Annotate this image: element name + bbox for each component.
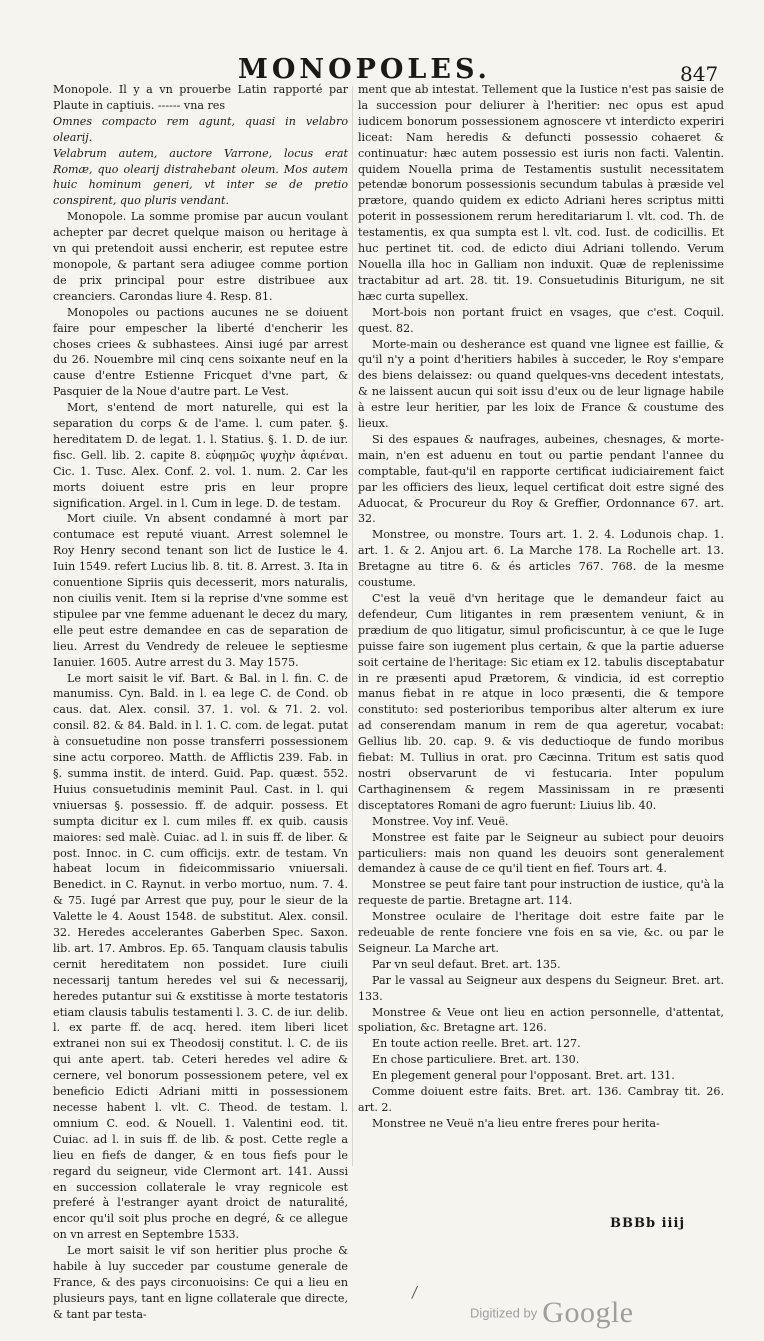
paragraph: Monstree se peut faire tant pour instruction de iustice, qu'à la requeste de partie. Bretagne art. 114. (358, 878, 724, 908)
running-title: MONOPOLES. (238, 54, 491, 85)
paragraph: Le mort saisit le vif son heritier plus proche & habile à luy succeder par coustume generale de France, & des pays circonuoisins: Ce qui a lieu en plusieurs pays, tant en ligne collaterale que directe, & tant par testa- (53, 1244, 348, 1321)
right-column (358, 82, 724, 1222)
paragraph: Mort ciuile. Vn absent condamné à mort par contumace est reputé viuant. Arrest solemnel le Roy Henry second tenant son lict de Iustice le 4. Iuin 1549. refert Lucius lib. 8. tit. 8. Arrest. 3. Ita in conuentione Sipriis quis decesserit, mors naturalis, non ciuilis venit. Item si la reprise d'vne somme est stipulee par vne femme aduenant le decez du mary, elle peut estre demandee en cas de separation de lieu. Arrest du Vendredy de releuee le septiesme Ianuier. 1605. Autre arrest du 3. May 1575. (53, 512, 348, 669)
paragraph: Par vn seul defaut. Bret. art. 135. (372, 957, 561, 971)
paragraph: Le mort saisit le vif. Bart. & Bal. in l. fin. C. de manumiss. Cyn. Bald. in l. ea lege C. de Cond. ob caus. dat. Alex. consil. 37. 1. vol. & 71. 2. vol. consil. 82. & 84. Bald. in l. 1. C. com. de legat. putat à consuetudine non posse transferri possessionem sine actu corporeo. Matth. de Afflictis 239. Fab. in §. summa instit. de interd. Guid. Pap. quæst. 552. Huius consuetudinis meminit Paul. Cast. in l. qui vniuersas §. possessio. ff. de adquir. possess. Et sumpta dicitur ex l. cum miles ff. ex quib. causis maiores: sed malè. Cuiac. ad l. in suis ff. de liber. & post. Innoc. in C. cum officijs. extr. de testam. Vn habeat locum in fideicommissario vniuersali. Benedict. in C. Raynut. in verbo mortuo, num. 7. 4. & 75. Iugé par Arrest que puy, pour le sieur de la Valette le 4. Aoust 1548. de substitut. Alex. consil. 32. Heredes accelerantes Gaberben Spec. Saxon. lib. art. 17. Ambros. Ep. 65. Tanquam clausis tabulis cernit hereditatem non possidet. Iure ciuili necessarij tantum heredes vel sui & necessarij, heredes putantur sui & exstitisse à morte testatoris etiam clausis tabulis testamenti l. 3. C. de iur. delib. l. ex parte ff. de acq. hered. item liberi licet extranei non sui ex Theodosij constitut. l. C. de iis qui ante apert. tab. Ceteri heredes vel adire & cernere, vel bonorum possessionem petere, vel ex beneficio Edicti Adriani mitti in possessionem necesse habent l. vlt. C. Theod. de testam. l. omnium C. eod. & Nouell. 1. Valentini eod. tit. Cuiac. ad l. in suis ff. de lib. & post. Cette regle a lieu en fiefs de danger, & en tous fiefs pour le regard du seigneur, vide Clermont art. 141. Aussi en succession collaterale le vray regnicole est preferé à l'estranger ayant droict de naturalité, encor qu'il soit plus proche en degré, & ce allegue on vn arrest en Septembre 1533. (53, 671, 348, 1242)
paragraph: Mort-bois non portant fruict en vsages, que c'est. Coquil. quest. 82. (358, 305, 724, 335)
paragraph: En plegement general pour l'opposant. Bret. art. 131. (372, 1069, 675, 1083)
ink-mark (411, 1286, 421, 1300)
paragraph: C'est la veuë d'vn heritage que le demandeur faict au defendeur, Cum litigantes in rem præsentem veniunt, & in prædium de quo litigatur, simul proficiscuntur, à ce que le Iuge puisse faire son iugement plus certain, & que la partie aduerse soit certaine de l'heritage: Sic etiam ex 12. tabulis disceptabatur in re præsenti apud Prætorem, & vindicia, id est correptio manus fiebat in re atque in loco præsenti, die & tempore constituto: sed posterioribus temporibus alter alterum ex iure ad conserendam manum in rem de qua ageretur, vocabat: Gellius lib. 20. cap. 9. & vis deductioque de fundo moribus fiebat: M. Tullius in orat. pro Cæcinna. Tritum est satis quod nostri observarunt de vi festucaria. Inter populum Carthaginensem & regem Massinissam in re præsenti disceptatores Romani de agro fuerunt: Liuius lib. 40. (358, 592, 724, 812)
paragraph: Morte-main ou desherance est quand vne lignee est faillie, & qu'il n'y a point d'heritiers habiles à succeder, le Roy s'empare des biens delaissez: ou quand quelques-vns decedent intestats, & ne laissent aucun qui soit issu d'eux ou de leur lignage habile à estre leur heritier, par les loix de France & coustume des lieux. (358, 337, 724, 431)
paragraph: Omnes compacto rem agunt, quasi in velabro olearij. (53, 114, 348, 144)
paragraph: En chose particuliere. Bret. art. 130. (372, 1053, 580, 1067)
paragraph: Velabrum autem, auctore Varrone, locus erat Romæ, quo olearij distrahebant oleum. Mos autem huic hominum generi, vt inter se de pretio conspirent, quo pluris vendant. (53, 146, 348, 208)
paragraph: Par le vassal au Seigneur aux despens du Seigneur. Bret. art. 133. (358, 973, 724, 1003)
paragraph: Comme doiuent estre faits. Bret. art. 136. Cambray tit. 26. art. 2. (358, 1085, 724, 1114)
paragraph: Monstree est faite par le Seigneur au subiect pour deuoirs particuliers: mais non quand les deuoirs sont generalement demandez à cause de ce qu'il tient en fief. Tours art. 4. (358, 830, 724, 876)
paragraph: Si des espaues & naufrages, aubeines, chesnages, & morte-main, n'en est aduenu en tout ou partie pendant l'annee du comptable, faut-qu'il en rapporte certificat iudiciairement faict par les officiers des lieux, lequel certificat doit estre signé des Aduocat, & Procureur du Roy & Greffier, Ordonnance 67. art. 32. (358, 432, 724, 526)
paragraph: Monstree & Veue ont lieu en action personnelle, d'attentat, spoliation, &c. Bretagne art. 126. (358, 1005, 724, 1035)
digitization-watermark (470, 1296, 634, 1336)
paragraph: Monstree ne Veuë n'a lieu entre freres pour herita- (372, 1116, 660, 1130)
left-column (53, 82, 348, 1321)
google-logo: Google (542, 1296, 634, 1329)
watermark-prefix: Digitized by (470, 1305, 538, 1321)
paragraph: Monopole. Il y a vn prouerbe Latin rapporté par Plaute in captiuis. ------ vna res (53, 83, 348, 112)
paragraph: Monopoles ou pactions aucunes ne se doiuent faire pour empescher la liberté d'encherir les choses criees & subhastees. Ainsi iugé par arrest du 26. Nouembre mil cinq cens soixante neuf en la cause d'entre Estienne Fricquet d'vne part, & Pasquier de la Noue d'autre part. Le Vest. (53, 305, 348, 399)
paragraph: Mort, s'entend de mort naturelle, qui est la separation du corps & de l'ame. l. cum pater. §. hereditatem D. de legat. 1. l. Statius. §. 1. D. de iur. fisc. Gell. lib. 2. capite 8. εὐφημῶς ψυχὴν ἀφιέναι. Cic. 1. Tusc. Alex. Conf. 2. vol. 1. num. 2. Car les morts doiuent estre pris en leur propre signification. Argel. in l. Cum in lege. D. de testam. (53, 401, 348, 510)
page-number: 847 (680, 62, 719, 86)
paragraph: Monstree. Voy inf. Veuë. (372, 814, 509, 828)
paragraph: ment que ab intestat. Tellement que la Iustice n'est pas saisie de la succession pour deliurer à l'heritier: nec opus est apud iudicem bonorum possessionem agnoscere vt interdicto experiri liceat: Nam heredis & defuncti possessio cohaeret & continuatur: hæc autem possessio est iuris non facti. Valentin. quidem Nouella prima de Testamentis sustulit necessitatem petendæ bonorum possessionis secundum tabulas à præside vel prætore, quando quidem ex edicto Adriani heres scriptus mitti poterit in possessionem rerum hereditariarum l. vlt. cod. Th. de testamentis, ex qua sumpta est l. vlt. cod. Iust. de codicillis. Et huc pertinet tit. cod. de edicto diui Adriani tollendo. Verum Nouella illa hoc in Galliam non induxit. Quæ de replenissime tractabitur ad art. 28. tit. 19. Consuetudinis Biturigum, ne sit hæc curta supellex. (358, 83, 724, 303)
paragraph: Monstree oculaire de l'heritage doit estre faite par le redeuable de rente fonciere vne fois en sa vie, &c. ou par le Seigneur. La Marche art. (358, 910, 724, 955)
column-gutter (352, 86, 353, 1166)
signature-mark: BBBb iiij (610, 1216, 686, 1231)
paragraph: Monopole. La somme promise par aucun voulant achepter par decret quelque maison ou heritage à vn qui pretendoit aussi encherir, est reputee estre monopole, & partant sera adiugee comme portion de prix principal pour estre distribuee aux creanciers. Carondas liure 4. Resp. 81. (53, 210, 348, 303)
paragraph: En toute action reelle. Bret. art. 127. (372, 1037, 581, 1051)
paragraph: Monstree, ou monstre. Tours art. 1. 2. 4. Lodunois chap. 1. art. 1. & 2. Anjou art. 6. La Marche 178. La Rochelle art. 13. Bretagne au titre 6. & és articles 767. 768. de la mesme coustume. (358, 528, 724, 590)
